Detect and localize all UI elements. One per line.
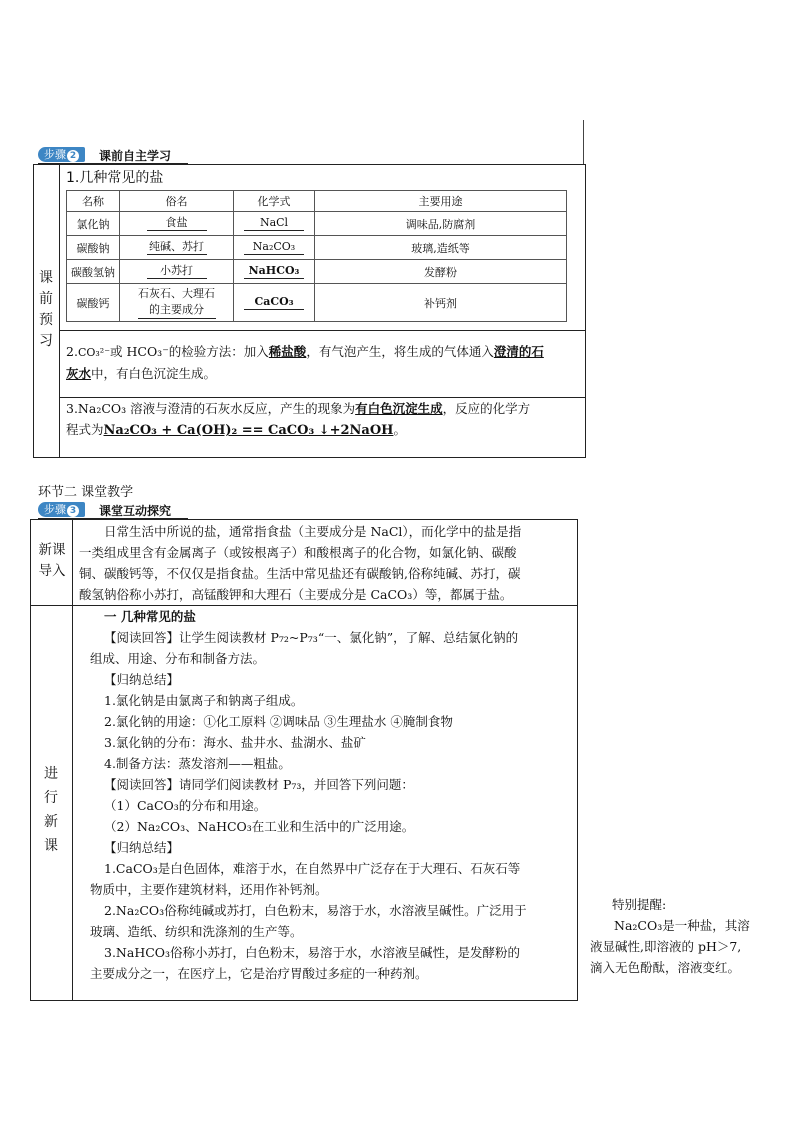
header-formula: 化学式 (234, 191, 315, 212)
lesson-content: 一 几种常见的盐 【阅读回答】让学生阅读教材 P₇₂~P₇₃“一、氯化钠”，了解、总结氯化钠的 组成、用途、分布和制备方法。 【归纳总结】 1.氯化钠是由氯离子和钠离子组成。 2.氯化钠的用途：①化工原料 ②调味品 ③生理盐水 ④腌制食物 3.氯化钠的分布：海水、盐井水、盐湖水、盐矿 4.制备方法：蒸发溶剂——粗盐。 【阅读回答】请同学们阅读教材 P₇₃，并回答下列问题： （1）CaCO₃的分布和用途。 （2）Na₂CO₃、NaHCO₃在工业和生活中的广泛用途。 【归纳总结】 1.CaCO₃是白色固体，难溶于水，在自然界中广泛存在于大理石、石灰石等 物质中，主要作建筑材料，还用作补钙剂。 2.Na₂CO₃俗称纯碱或苏打，白色粉末，易溶于水，水溶液呈碱性。广泛用于 玻璃、造纸、纺织和洗涤剂的生产等。 3.NaHCO₃俗称小苏打，白色粉末，易溶于水，水溶液呈碱性，是发酵粉的 主要成分之一，在医疗上，它是治疗胃酸过多症的一种药剂。 (90, 606, 575, 984)
q2-text: 2.CO₃²⁻或 HCO₃⁻的检验方法：加入稀盐酸，有气泡产生，将生成的气体通入澄清的石 灰水中，有白色沉淀生成。 (66, 344, 544, 381)
header-common: 俗名 (120, 191, 234, 212)
q3-answer-1: 有白色沉淀生成 (355, 401, 443, 416)
step3-title: 课堂互动探究 (99, 504, 172, 518)
q2-answer-1: 稀盐酸 (268, 344, 307, 359)
header-name: 名称 (67, 191, 120, 212)
q3-equation: Na₂CO₃ + Ca(OH)₂ == CaCO₃ ↓+2NaOH (103, 423, 394, 438)
q2-answer-2a: 澄清的石 (493, 344, 544, 359)
lesson-title: 一 几种常见的盐 (104, 609, 196, 624)
step2-badge (38, 147, 85, 162)
step2-title: 课前自主学习 (99, 149, 172, 163)
lesson-side-label: 进 行 新 课 (44, 766, 58, 854)
section2-heading: 环节二 课堂教学 (38, 485, 134, 500)
step-badge-label: 步骤 (44, 148, 66, 161)
step3-badge (38, 502, 85, 517)
step-number: 2 (67, 150, 79, 162)
q1-title: 1.几种常见的盐 (66, 170, 164, 186)
intro-side-label: 新课 导入 (38, 542, 66, 579)
q2-answer-2b: 灰水 (66, 366, 92, 381)
intro-text: 日常生活中所说的盐，通常指食盐（主要成分是 NaCl），而化学中的盐是指 一类组成里含有金属离子（或铵根离子）和酸根离子的化合物，如氯化钠、碳酸 铜、碳酸钙等，不仅仅是指食盐。生活中常见盐还有碳酸钠,俗称纯碱、苏打，碳 酸氢钠俗称小苏打，高锰酸钾和大理石（主要成分是 CaCO₃）等，都属于盐。 (79, 524, 522, 602)
salt-table (66, 190, 567, 322)
header-use: 主要用途 (315, 191, 567, 212)
table-row: 氯化钠 食盐 NaCl 调味品,防腐剂 (67, 212, 567, 236)
carbonate-ion: CO₃²⁻ (77, 346, 110, 359)
preview-side-label: 课 前 预 习 (39, 270, 53, 349)
step-number: 3 (67, 505, 79, 517)
step-badge-label: 步骤 (44, 503, 66, 516)
special-tip: 特别提醒: Na₂CO₃是一种盐，其溶 液显碱性,即溶液的 pH＞7, 滴入无色酚酞，溶液变红。 (590, 894, 790, 978)
table-row: 碳酸钠 纯碱、苏打 Na₂CO₃ 玻璃,造纸等 (67, 236, 567, 260)
table-row: 碳酸氢钠 小苏打 NaHCO₃ 发酵粉 (67, 260, 567, 284)
tip-title: 特别提醒: (612, 897, 667, 912)
q3-text: 3.Na₂CO₃ 溶液与澄清的石灰水反应，产生的现象为有白色沉淀生成，反应的化学方 程式为Na₂CO₃ + Ca(OH)₂ == CaCO₃ ↓+2NaOH。 (66, 401, 531, 438)
margin-divider (583, 120, 584, 164)
table-row: 碳酸钙 石灰石、大理石的主要成分 CaCO₃ 补钙剂 (67, 284, 567, 322)
